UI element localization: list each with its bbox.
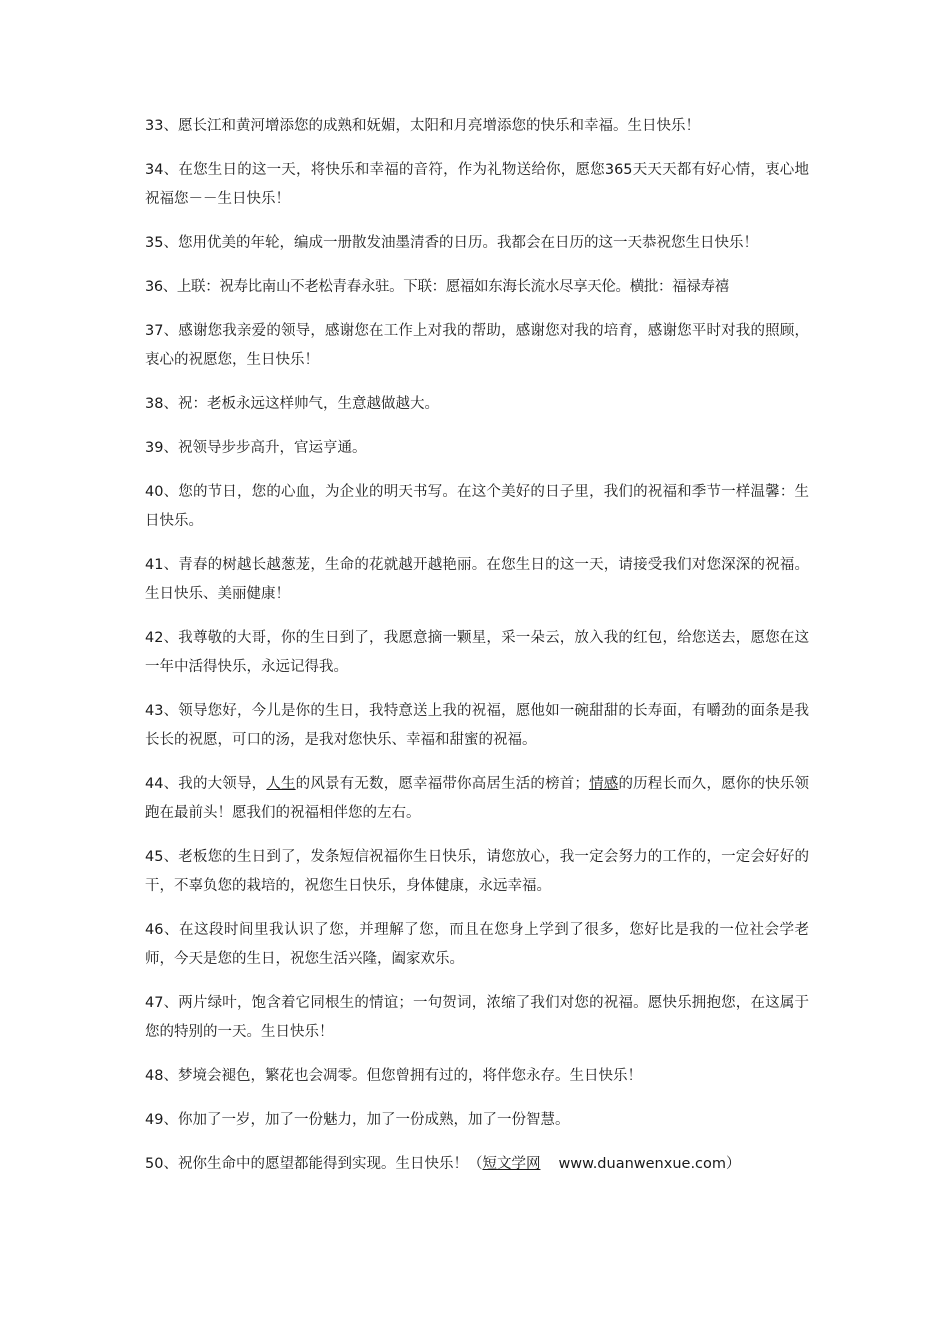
paragraph-40: 40、您的节日，您的心血，为企业的明天书写。在这个美好的日子里，我们的祝福和季节一样温馨：生日快乐。: [145, 484, 809, 529]
link-emotion[interactable]: 情感: [588, 776, 619, 792]
paragraph-44-text-3: 的历程长而久，愿你的快乐领跑在最前头！愿我们的祝福相伴您的左右。: [145, 776, 810, 821]
paragraph-49: 49、你加了一岁，加了一份魅力，加了一份成熟，加了一份智慧。: [145, 1112, 570, 1128]
paragraph-48: 48、梦境会褪色，繁花也会凋零。但您曾拥有过的，将伴您永存。生日快乐！: [145, 1068, 642, 1084]
paragraph-46: 46、在这段时间里我认识了您，并理解了您，而且在您身上学到了很多，您好比是我的一位社会学老师，今天是您的生日，祝您生活兴隆，阖家欢乐。: [145, 922, 809, 967]
paragraph-43: 43、领导您好，今儿是你的生日，我特意送上我的祝福，愿他如一碗甜甜的长寿面，有嚼劲的面条是我长长的祝愿，可口的汤，是我对您快乐、幸福和甜蜜的祝福。: [145, 703, 809, 748]
paragraph-42: 42、我尊敬的大哥，你的生日到了，我愿意摘一颗星，采一朵云，放入我的红包，给您送去，愿您在这一年中活得快乐，永远记得我。: [145, 630, 809, 675]
paragraph-44: [145, 770, 809, 828]
site-url-text: www.duanwenxue.com: [558, 1156, 727, 1172]
paragraph-34: 34、在您生日的这一天，将快乐和幸福的音符，作为礼物送给你，愿您365天天天都有好心情，衷心地祝福您－－生日快乐！: [145, 162, 809, 207]
paragraph-39: 39、祝领导步步高升，官运亨通。: [145, 440, 367, 456]
paragraph-45: 45、老板您的生日到了，发条短信祝福你生日快乐，请您放心，我一定会努力的工作的，一定会好好的干，不辜负您的栽培的，祝您生日快乐，身体健康，永远幸福。: [145, 849, 809, 894]
paragraph-50-text-2: ）: [726, 1156, 741, 1172]
paragraph-35: 35、您用优美的年轮，编成一册散发油墨清香的日历。我都会在日历的这一天恭祝您生日快乐！: [145, 235, 758, 251]
paragraph-44-text-2: 的风景有无数，愿幸福带你高居生活的榜首；: [295, 776, 589, 792]
document-body: [145, 112, 809, 1194]
link-site-name[interactable]: 短文学网: [482, 1156, 541, 1172]
paragraph-37: 37、感谢您我亲爱的领导，感谢您在工作上对我的帮助，感谢您对我的培育，感谢您平时对我的照顾，衷心的祝愿您，生日快乐！: [145, 323, 809, 368]
paragraph-36: 36、上联：祝寿比南山不老松青春永驻。下联：愿福如东海长流水尽享天伦。横批：福禄寿禧: [145, 279, 729, 295]
paragraph-50: [145, 1150, 809, 1179]
paragraph-38: 38、祝：老板永远这样帅气，生意越做越大。: [145, 396, 439, 412]
paragraph-47: 47、两片绿叶，饱含着它同根生的情谊；一句贺词，浓缩了我们对您的祝福。愿快乐拥抱您，在这属于您的特别的一天。生日快乐！: [145, 995, 809, 1040]
link-life[interactable]: 人生: [266, 776, 296, 792]
paragraph-50-text-1: 50、祝你生命中的愿望都能得到实现。生日快乐！（: [145, 1156, 483, 1172]
paragraph-33: 33、愿长江和黄河增添您的成熟和妩媚，太阳和月亮增添您的快乐和幸福。生日快乐！: [145, 118, 700, 134]
paragraph-41: 41、青春的树越长越葱茏，生命的花就越开越艳丽。在您生日的这一天，请接受我们对您深深的祝福。生日快乐、美丽健康！: [145, 557, 809, 602]
paragraph-44-text-1: 44、我的大领导，: [145, 776, 267, 792]
